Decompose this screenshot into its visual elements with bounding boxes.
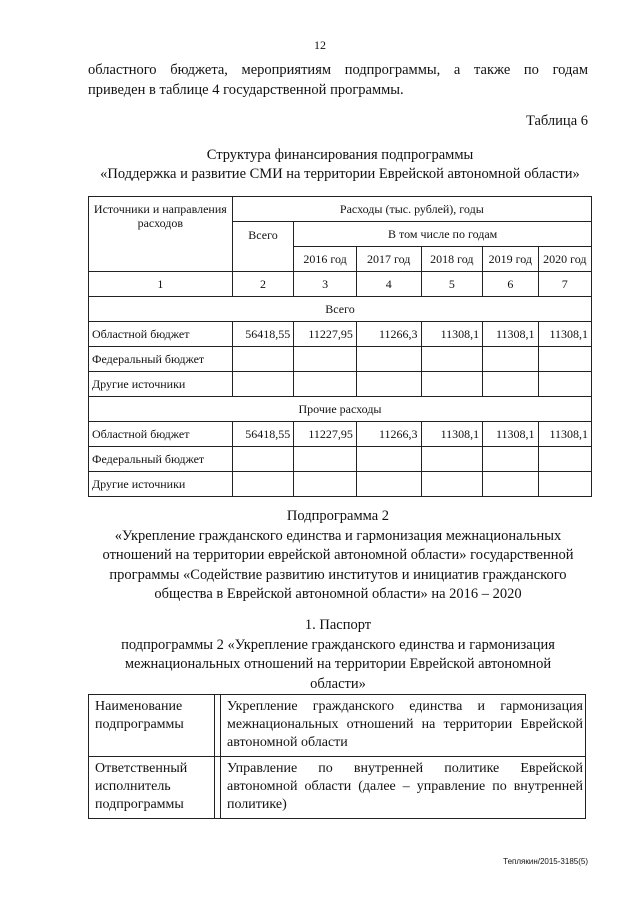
table-row xyxy=(89,372,592,397)
cell-value xyxy=(538,472,591,497)
subprogram-title-line-2: «Укрепление гражданского единства и гармонизация межнациональных xyxy=(114,527,562,544)
cell-value: 11308,1 xyxy=(421,422,483,447)
table-row xyxy=(89,322,592,347)
cell-value xyxy=(232,347,294,372)
passport-table xyxy=(88,694,586,819)
table-row xyxy=(89,472,592,497)
section-total-header: Всего xyxy=(89,297,592,322)
cell-value xyxy=(483,472,538,497)
passport-key: Наименование подпрограммы xyxy=(89,695,215,757)
subprogram-title-line-5: общества в Еврейской автономной области» на 2016 – 2020 xyxy=(154,586,522,602)
table-row xyxy=(89,447,592,472)
structure-title-line-2: «Поддержка и развитие СМИ на территории Еврейской автономной области» xyxy=(100,166,580,182)
cell-value: 11227,95 xyxy=(294,422,357,447)
cell-value xyxy=(232,472,294,497)
header-expenses: Расходы (тыс. рублей), годы xyxy=(232,197,591,222)
table-row xyxy=(89,347,592,372)
table-label: Таблица 6 xyxy=(525,113,588,129)
column-number-row xyxy=(89,272,592,297)
cell-value: 56418,55 xyxy=(232,422,294,447)
row-source-name: Федеральный бюджет xyxy=(89,447,233,472)
cell-value: 11308,1 xyxy=(538,322,591,347)
cell-value xyxy=(232,447,294,472)
header-year: 2016 год xyxy=(294,247,357,272)
header-including: В том числе по годам xyxy=(294,222,592,247)
structure-title-line-1: Структура финансирования подпрограммы xyxy=(206,147,474,163)
table-row xyxy=(89,422,592,447)
subprogram-title-line-1: Подпрограмма 2 xyxy=(286,508,390,524)
passport-value: Управление по внутренней политике Еврейской автономной области (далее – управление по внутренней политике) xyxy=(221,757,586,819)
intro-line-1: областного бюджета, мероприятиям подпрограммы, а также по годам xyxy=(88,62,588,78)
passport-row xyxy=(89,757,586,819)
cell-value: 11308,1 xyxy=(483,322,538,347)
row-source-name: Другие источники xyxy=(89,472,233,497)
column-number: 4 xyxy=(356,272,421,297)
column-number: 1 xyxy=(89,272,233,297)
cell-value xyxy=(421,372,483,397)
row-source-name: Другие источники xyxy=(89,372,233,397)
cell-value xyxy=(356,372,421,397)
cell-value xyxy=(294,372,357,397)
financing-table xyxy=(88,196,592,497)
cell-value xyxy=(421,347,483,372)
cell-value xyxy=(356,447,421,472)
column-number: 5 xyxy=(421,272,483,297)
cell-value xyxy=(538,372,591,397)
header-year: 2018 год xyxy=(421,247,483,272)
footer-document-code: Теплякин/2015-3185(5) xyxy=(503,857,588,866)
passport-title-line-4: области» xyxy=(310,675,366,692)
cell-value xyxy=(421,472,483,497)
cell-value: 11266,3 xyxy=(356,422,421,447)
cell-value xyxy=(483,372,538,397)
passport-title-line-1: 1. Паспорт xyxy=(304,617,372,633)
passport-title-line-2: подпрограммы 2 «Укрепление гражданского единства и гармонизация xyxy=(121,636,555,653)
row-source-name: Областной бюджет xyxy=(89,322,233,347)
header-total: Всего xyxy=(232,222,294,272)
cell-value: 11266,3 xyxy=(356,322,421,347)
column-number: 2 xyxy=(232,272,294,297)
header-year: 2019 год xyxy=(483,247,538,272)
column-number: 6 xyxy=(483,272,538,297)
cell-value xyxy=(294,347,357,372)
cell-value xyxy=(483,347,538,372)
passport-row xyxy=(89,695,586,757)
cell-value xyxy=(538,347,591,372)
row-source-name: Федеральный бюджет xyxy=(89,347,233,372)
cell-value xyxy=(421,447,483,472)
section-other-header: Прочие расходы xyxy=(89,397,592,422)
cell-value xyxy=(356,347,421,372)
page-number: 12 xyxy=(314,38,326,52)
header-year: 2020 год xyxy=(538,247,591,272)
passport-title-line-3: межнациональных отношений на территории Еврейской автономной xyxy=(124,656,552,672)
intro-paragraph xyxy=(88,60,588,100)
subprogram-title-line-3: отношений на территории еврейской автономной области» государственной xyxy=(102,547,574,563)
cell-value: 11308,1 xyxy=(421,322,483,347)
subprogram-title xyxy=(0,507,640,605)
passport-title xyxy=(0,616,640,694)
cell-value: 56418,55 xyxy=(232,322,294,347)
structure-title xyxy=(0,146,640,184)
cell-value xyxy=(538,447,591,472)
cell-value: 11308,1 xyxy=(538,422,591,447)
passport-key: Ответственный исполнитель подпрограммы xyxy=(89,757,215,819)
column-number: 3 xyxy=(294,272,357,297)
cell-value xyxy=(483,447,538,472)
cell-value xyxy=(356,472,421,497)
intro-line-2: приведен в таблице 4 государственной программы. xyxy=(88,82,404,98)
cell-value: 11227,95 xyxy=(294,322,357,347)
cell-value: 11308,1 xyxy=(483,422,538,447)
header-sources: Источники и направления расходов xyxy=(89,197,233,272)
cell-value xyxy=(294,447,357,472)
subprogram-title-line-4: программы «Содействие развитию институтов и инициатив гражданского xyxy=(109,566,567,583)
cell-value xyxy=(232,372,294,397)
passport-value: Укрепление гражданского единства и гармонизация межнациональных отношений на территории Еврейской автономной области xyxy=(221,695,586,757)
cell-value xyxy=(294,472,357,497)
row-source-name: Областной бюджет xyxy=(89,422,233,447)
header-year: 2017 год xyxy=(356,247,421,272)
column-number: 7 xyxy=(538,272,591,297)
